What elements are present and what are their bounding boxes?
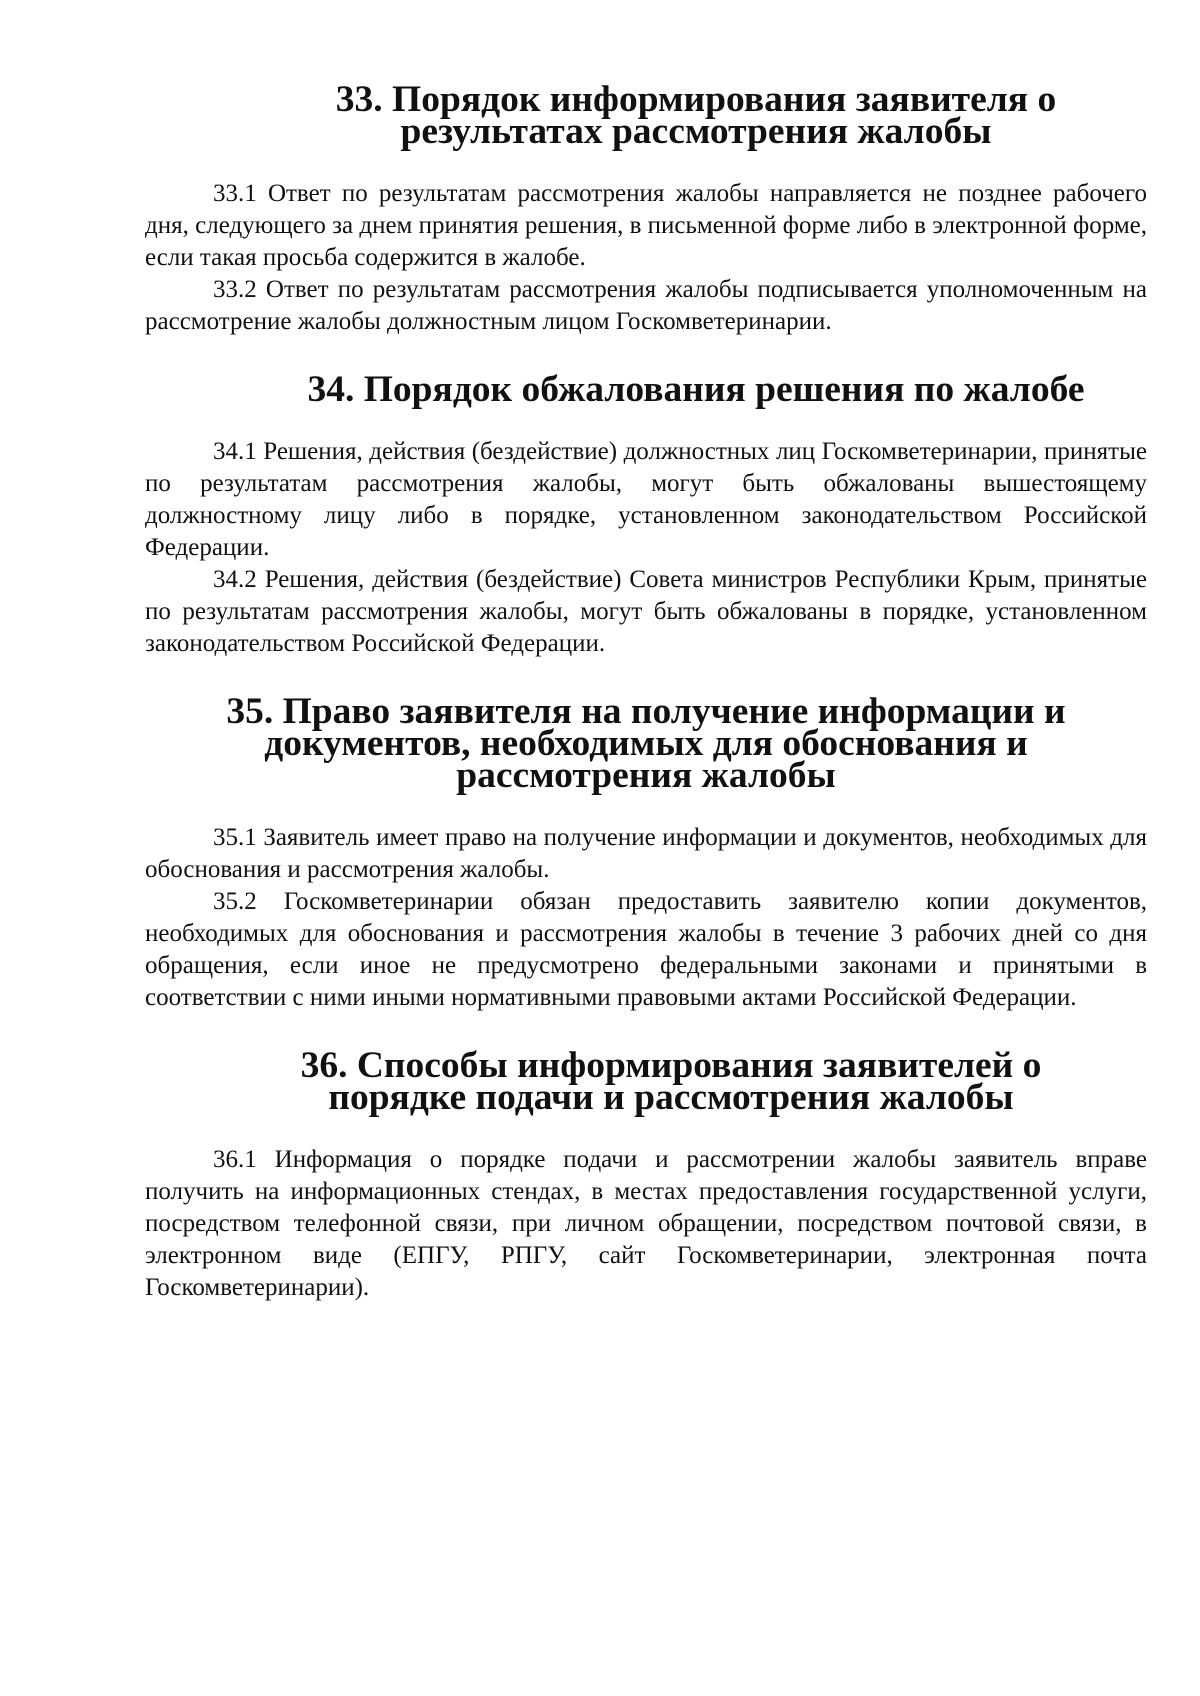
section-heading: 34. Порядок обжалования решения по жалобе xyxy=(307,369,1085,410)
document-page xyxy=(145,79,1147,1304)
paragraph: 35.1 Заявитель имеет право на получение информации и документов, необходимых для обоснования и рассмотрения жалобы. xyxy=(145,824,1147,883)
section-heading: 36. Способы информирования заявителей о порядке подачи и рассмотрения жалобы xyxy=(300,1045,1042,1118)
paragraph: 33.2 Ответ по результатам рассмотрения жалобы подписывается уполномоченным на рассмотрение жалобы должностным лицом Госкомветеринарии. xyxy=(145,276,1147,335)
paragraph: 34.2 Решения, действия (бездействие) Совета министров Республики Крым, принятые по результатам рассмотрения жалобы, могут быть обжалованы в порядке, установленном законодательством Российской Федерации. xyxy=(145,566,1147,657)
section-33 xyxy=(145,79,1147,338)
paragraph: 36.1 Информация о порядке подачи и рассмотрении жалобы заявитель вправе получить на информационных стендах, в местах предоставления государственной услуги, посредством телефонной связи, при личном обращении, посредством почтовой связи, в электронном виде (ЕПГУ, РПГУ, сайт Госкомветеринарии, электронная почта Госкомветеринарии). xyxy=(145,1146,1147,1301)
section-heading: 35. Право заявителя на получение информации и документов, необходимых для обоснования и рассмотрения жалобы xyxy=(226,691,1066,796)
paragraph: 35.2 Госкомветеринарии обязан предоставить заявителю копии документов, необходимых для обоснования и рассмотрения жалобы в течение 3 рабочих дней со дня обращения, если иное не предусмотрено федеральными законами и принятыми в соответствии с ними иными нормативными правовыми актами Российской Федерации. xyxy=(145,888,1147,1011)
paragraph: 34.1 Решения, действия (бездействие) должностных лиц Госкомветеринарии, принятые по результатам рассмотрения жалобы, могут быть обжалованы вышестоящему должностному лицу либо в порядке, установленном законодательством Российской Федерации. xyxy=(145,438,1147,561)
section-36 xyxy=(145,1045,1147,1304)
section-35 xyxy=(145,691,1147,1014)
section-heading: 33. Порядок информирования заявителя о результатах рассмотрения жалобы xyxy=(335,79,1057,152)
section-34 xyxy=(145,369,1147,660)
paragraph: 33.1 Ответ по результатам рассмотрения жалобы направляется не позднее рабочего дня, следующего за днем принятия решения, в письменной форме либо в электронной форме, если такая просьба содержится в жалобе. xyxy=(145,180,1147,271)
